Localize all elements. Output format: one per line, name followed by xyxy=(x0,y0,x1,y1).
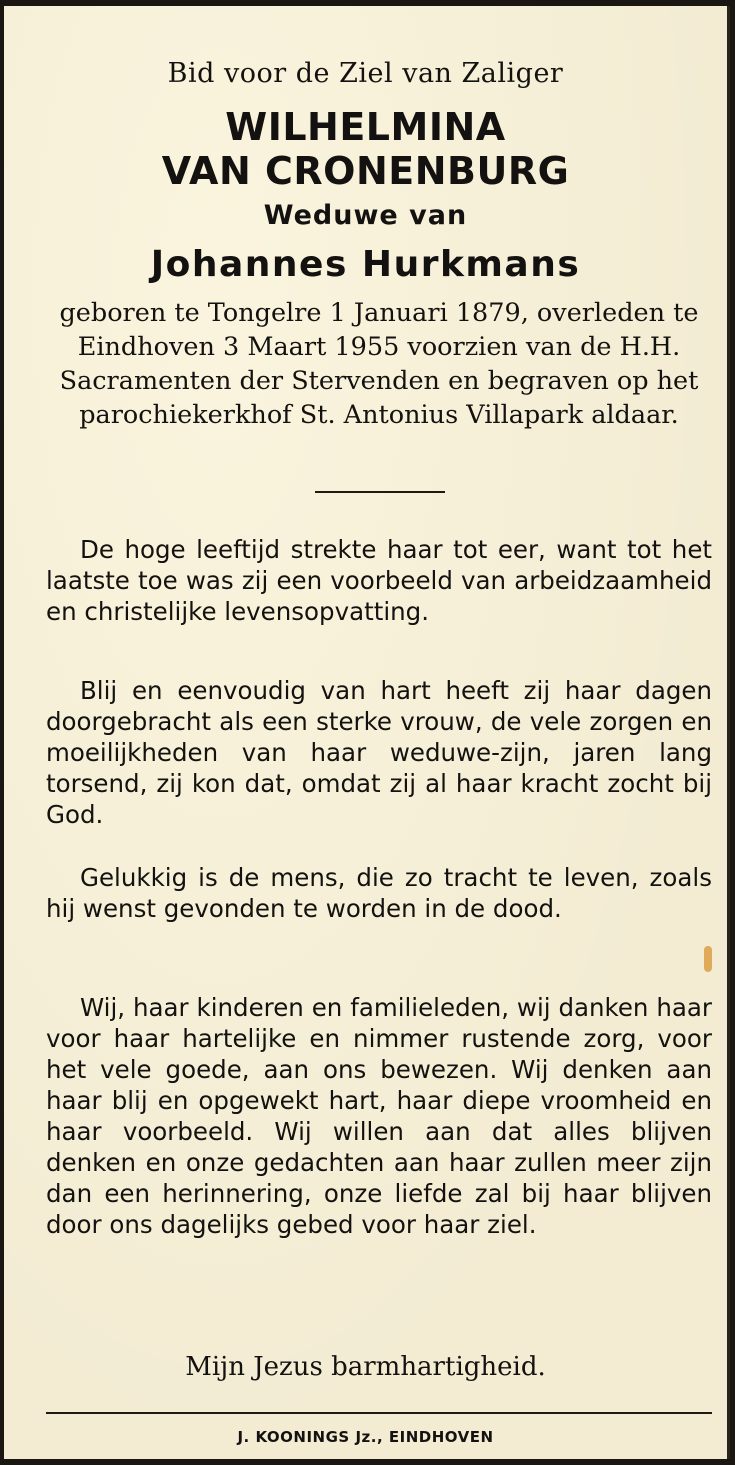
memorial-card xyxy=(4,6,730,1459)
paragraph-1: De hoge leeftijd strekte haar tot eer, want tot het laatste toe was zij een voorbeeld van arbeidzaamheid en christelijke levensopvatting. xyxy=(46,535,712,626)
biography: geboren te Tongelre 1 Januari 1879, overleden te Eindhoven 3 Maart 1955 voorzien van de H.H. Sacramenten der Stervenden en begraven op het parochiekerkhof St. Antonius Villapark aldaar. xyxy=(59,298,699,430)
paragraph-4: Wij, haar kinderen en familieleden, wij danken haar voor haar hartelijke en nimmer rustende zorg, voor het vele goede, aan ons bewezen. Wij denken aan haar blij en opgewekt hart, haar diepe vroomheid en haar voorbeeld. Wij willen aan dat alles blijven denken en onze gedachten aan haar zullen meer zijn dan een herinnering, onze liefde zal bij haar blijven door ons dagelijks gebed voor haar ziel. xyxy=(46,993,712,1239)
paragraph-2: Blij en eenvoudig van hart heeft zij haar dagen doorgebracht als een sterke vrouw, de vele zorgen en moeilijkheden van haar weduwe-zijn, jaren lang torsend, zij kon dat, omdat zij al haar kracht zocht bij God. xyxy=(46,676,712,829)
divider xyxy=(315,491,445,493)
paragraph-3: Gelukkig is de mens, die zo tracht te leven, zoals hij wenst gevonden te worden in de dood. xyxy=(46,863,712,923)
intro-line: Bid voor de Ziel van Zaliger xyxy=(167,58,564,89)
deceased-first-name: WILHELMINA xyxy=(225,105,506,149)
printer-credit: J. KOONINGS Jz., EINDHOVEN xyxy=(237,1428,494,1446)
widow-of-label: Weduwe van xyxy=(263,200,468,231)
deceased-surname: VAN CRONENBURG xyxy=(161,149,570,193)
stain-mark xyxy=(704,946,712,972)
bottom-rule xyxy=(46,1412,712,1414)
closing-prayer: Mijn Jezus barmhartigheid. xyxy=(185,1352,546,1382)
husband-name: Johannes Hurkmans xyxy=(150,244,581,285)
